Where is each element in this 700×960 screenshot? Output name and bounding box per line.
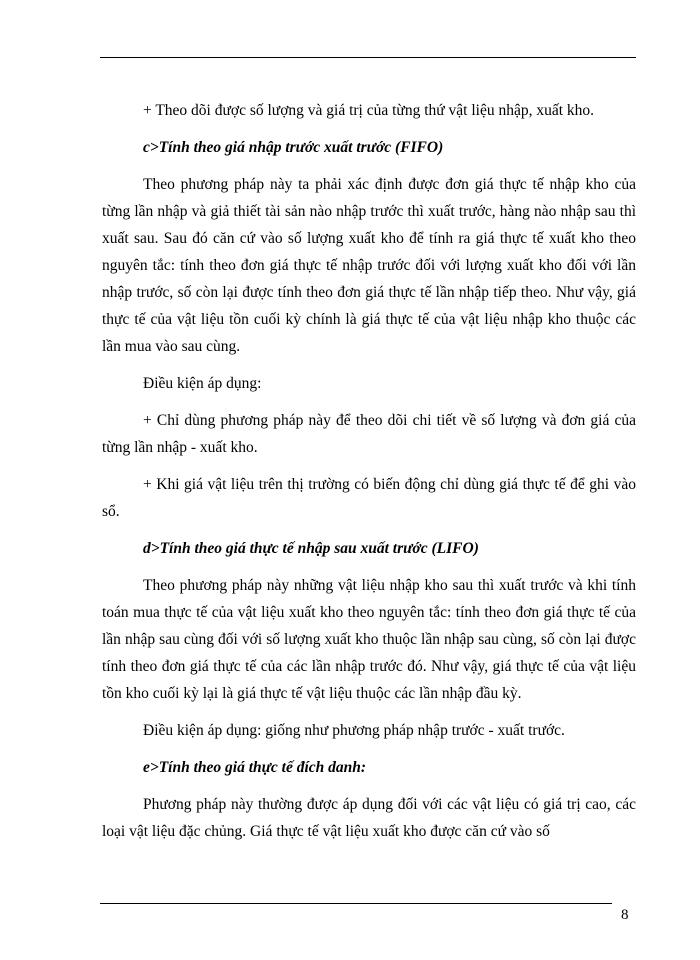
paragraph-conditions-label: Điều kiện áp dụng: (143, 375, 262, 392)
page-body (102, 97, 636, 855)
footer-rule (100, 903, 612, 904)
paragraph-specific-identification: Phương pháp này thường được áp dụng đối với các vật liệu có giá trị cao, các loại vật liệu đặc chủng. Giá thực tế vật liệu xuất kho được căn cứ vào số (102, 796, 636, 840)
paragraph-condition-2: + Khi giá vật liệu trên thị trường có biến động chỉ dùng giá thực tế để ghi vào sổ. (102, 476, 636, 520)
heading-specific-identification: e>Tính theo giá thực tế đích danh: (143, 759, 367, 776)
paragraph-condition-1: + Chỉ dùng phương pháp này để theo dõi chi tiết về số lượng và đơn giá của từng lần nhập - xuất kho. (102, 412, 636, 456)
heading-fifo: c>Tính theo giá nhập trước xuất trước (FIFO) (143, 139, 444, 156)
paragraph-lifo-conditions: Điều kiện áp dụng: giống như phương pháp nhập trước - xuất trước. (143, 722, 565, 739)
page-number: 8 (621, 907, 629, 923)
header-rule (100, 57, 636, 58)
paragraph-fifo-tracking: + Theo dõi được số lượng và giá trị của từng thứ vật liệu nhập, xuất kho. (143, 102, 595, 119)
heading-lifo: d>Tính theo giá thực tế nhập sau xuất trước (LIFO) (143, 540, 479, 557)
paragraph-fifo-method: Theo phương pháp này ta phải xác định được đơn giá thực tế nhập kho của từng lần nhập và giả thiết tài sản nào nhập trước thì xuất trước, hàng nào nhập sau thì xuất sau. Sau đó căn cứ vào số lượng xuất kho để tính ra giá thực tế xuất kho theo nguyên tắc: tính theo đơn giá thực tế nhập trước đối với lượng xuất kho đối với lần nhập trước, số còn lại được tính theo đơn giá thực tế lần nhập tiếp theo. Như vậy, giá thực tế của vật liệu tồn cuối kỳ chính là giá thực tế của vật liệu nhập kho thuộc các lần mua vào sau cùng. (102, 176, 636, 355)
paragraph-lifo-method: Theo phương pháp này những vật liệu nhập kho sau thì xuất trước và khi tính toán mua thực tế của vật liệu xuất kho theo nguyên tắc: tính theo đơn giá thực tế của lần nhập sau cùng đối với số lượng xuất kho thuộc lần nhập sau cùng, số còn lại được tính theo đơn giá thực tế của các lần nhập trước đó. Như vậy, giá thực tế của vật liệu tồn kho cuối kỳ lại là giá thực tế vật liệu thuộc các lần nhập đầu kỳ. (102, 577, 636, 702)
